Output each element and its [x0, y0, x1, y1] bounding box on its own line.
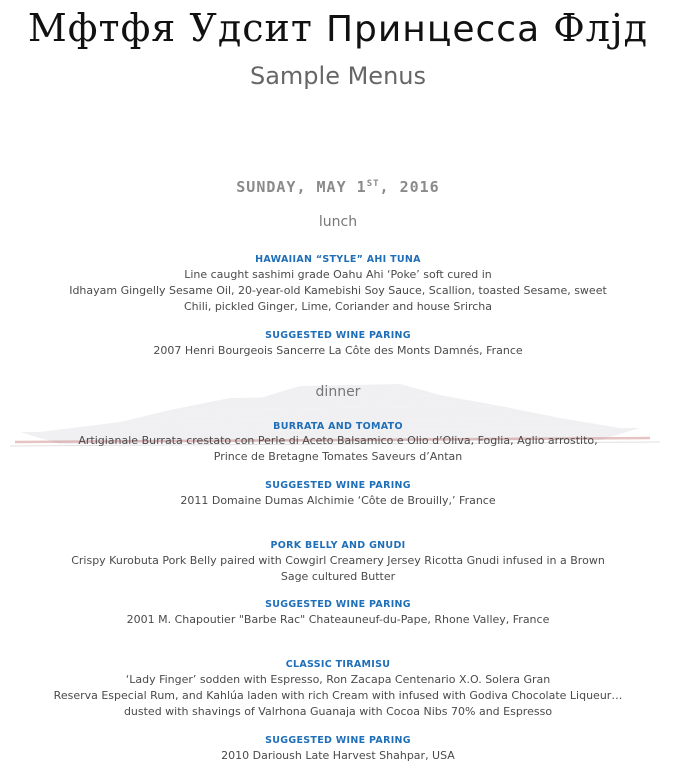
page-subtitle: Sample Menus [249, 62, 426, 90]
description-line: Reserva Especial Rum, and Kahlúa laden with rich Cream with infused with Godiva Chocolate Liqueur… [53, 689, 623, 702]
description-line: Line caught sashimi grade Oahu Ahi ‘Poke’ soft cured in [184, 268, 492, 281]
wine-pairing: 2010 Darioush Late Harvest Shahpar, USA [221, 749, 455, 762]
dish-name: BURRATA AND TOMATO [273, 421, 403, 432]
title-word: Принцесса [325, 9, 541, 50]
wine-pairing: 2007 Henri Bourgeois Sancerre La Côte des Monts Damnés, France [153, 344, 523, 357]
description-line: Crispy Kurobuta Pork Belly paired with Cowgirl Creamery Jersey Ricotta Gnudi infused in a Brown [71, 554, 605, 567]
wine-heading: SUGGESTED WINE PARING [265, 480, 411, 491]
dish-description [30, 672, 646, 720]
date-suffix: ST [366, 179, 380, 189]
dish-name: HAWAIIAN “STYLE” AHI TUNA [255, 254, 421, 265]
dish-description [30, 267, 646, 315]
dish-name: CLASSIC TIRAMISU [285, 659, 391, 670]
date-text: SUNDAY, MAY 1 [236, 178, 367, 196]
wine-heading: SUGGESTED WINE PARING [265, 330, 411, 341]
wine-heading: SUGGESTED WINE PARING [265, 735, 411, 746]
dish-name: PORK BELLY AND GNUDI [270, 540, 406, 551]
dinner-label: dinner [315, 384, 361, 400]
description-line: dusted with shavings of Valrhona Guanaja with Cocoa Nibs 70% and Espresso [123, 705, 553, 718]
description-line: Prince de Bretagne Tomates Saveurs d’Antan [213, 450, 463, 463]
description-line: Artigianale Burrata crestato con Perle di Aceto Balsamico e Olio d’Oliva, Foglia, Aglio arrostito, [78, 434, 598, 447]
wine-pairing: 2001 M. Chapoutier "Barbe Rac" Chateauneuf-du-Pape, Rhone Valley, France [126, 613, 550, 626]
title-word: Флjд [553, 6, 649, 50]
description-line: ‘Lady Finger’ sodden with Espresso, Ron Zacapa Centenario X.O. Solera Gran [125, 673, 551, 686]
dish-description [30, 433, 646, 465]
wine-heading: SUGGESTED WINE PARING [265, 599, 411, 610]
title-word: Удсит [189, 6, 313, 50]
date-year: , 2016 [379, 178, 440, 196]
wine-pairing: 2011 Domaine Dumas Alchimie ‘Côte de Brouilly,’ France [180, 494, 496, 507]
dish-description [30, 553, 646, 585]
lunch-label: lunch [318, 214, 358, 230]
menu-date [0, 178, 676, 196]
title-word: Мфтфя [27, 6, 177, 50]
description-line: Idhayam Gingelly Sesame Oil, 20-year-old Kamebishi Soy Sauce, Scallion, toasted Sesame, sweet [69, 284, 607, 297]
menu-title [0, 6, 676, 50]
description-line: Sage cultured Butter [280, 570, 396, 583]
description-line: Chili, pickled Ginger, Lime, Coriander and house Srircha [184, 300, 492, 313]
